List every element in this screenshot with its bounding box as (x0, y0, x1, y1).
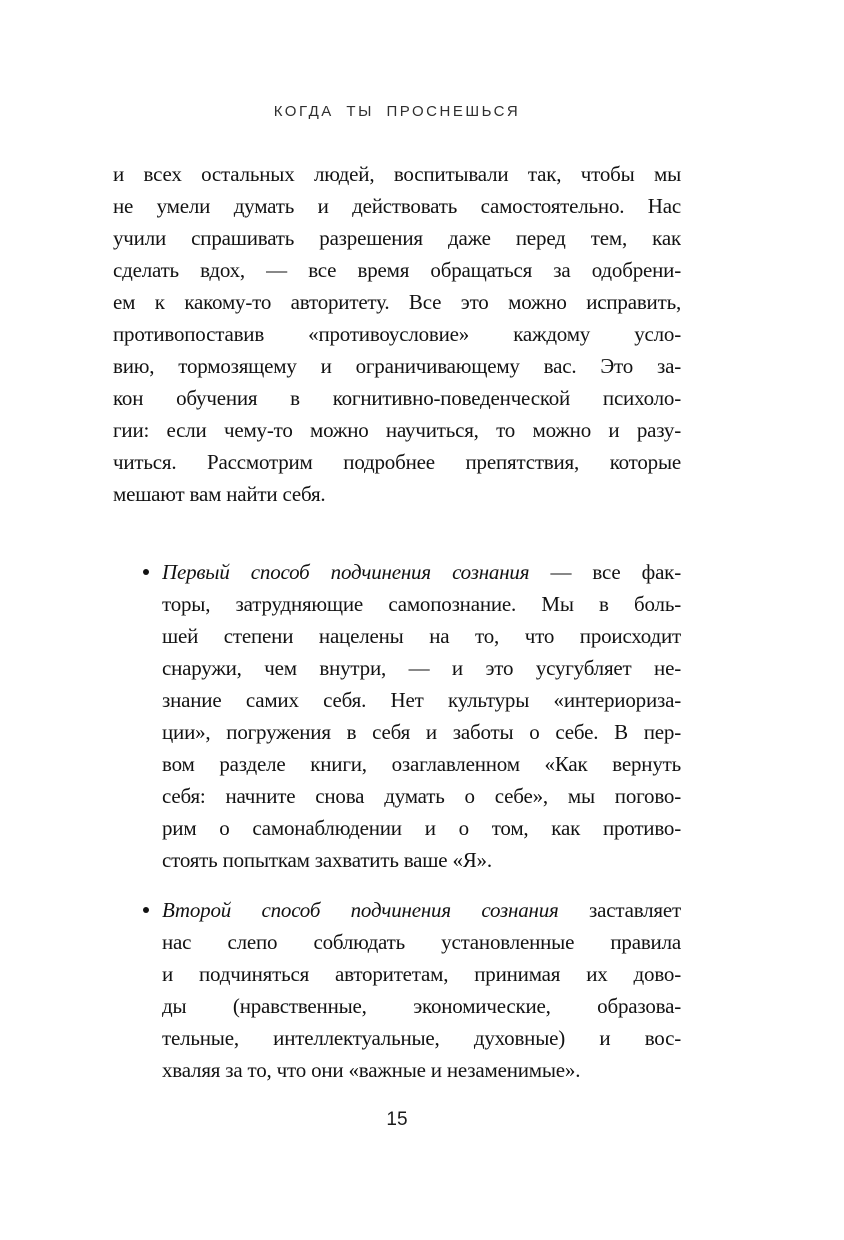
text-line (113, 478, 681, 510)
text-line (162, 926, 681, 958)
text-line (162, 748, 681, 780)
text-segment: рим о самонаблюдении и о том, как противо- (162, 816, 681, 840)
text-segment: нас слепо соблюдать установленные правила (162, 930, 681, 954)
italic-text-segment: Первый способ подчинения сознания (162, 560, 530, 584)
text-line (113, 158, 681, 190)
text-segment: вию, тормозящему и ограничивающему вас. Это за- (113, 354, 681, 378)
bullet-dot-icon (143, 907, 149, 913)
paragraph (113, 158, 681, 510)
text-line (113, 414, 681, 446)
text-segment: тельные, интеллектуальные, духовные) и вос- (162, 1026, 681, 1050)
text-segment: торы, затрудняющие самопознание. Мы в боль- (162, 592, 681, 616)
text-segment: читься. Рассмотрим подробнее препятствия, которые (113, 450, 681, 474)
text-line (162, 620, 681, 652)
text-segment: заставляет (558, 898, 681, 922)
running-head: КОГДА ТЫ ПРОСНЕШЬСЯ (273, 103, 521, 120)
text-line (162, 780, 681, 812)
text-segment: вом разделе книги, озаглавленном «Как вернуть (162, 752, 681, 776)
text-line (162, 588, 681, 620)
text-line (113, 222, 681, 254)
text-line (162, 812, 681, 844)
bullet-list (113, 556, 681, 1086)
text-line (113, 254, 681, 286)
text-line (162, 958, 681, 990)
text-line (113, 446, 681, 478)
text-segment: ем к какому-то авторитету. Все это можно исправить, (113, 290, 681, 314)
text-segment: стоять попыткам захватить ваше «Я». (162, 848, 492, 872)
text-segment: мешают вам найти себя. (113, 482, 326, 506)
text-segment: учили спрашивать разрешения даже перед тем, как (113, 226, 681, 250)
text-line (162, 652, 681, 684)
bullet-item (113, 556, 681, 876)
text-line (162, 684, 681, 716)
text-segment: сделать вдох, — все время обращаться за одобрени- (113, 258, 681, 282)
text-line (113, 318, 681, 350)
text-line (113, 286, 681, 318)
page-number: 15 (386, 1109, 408, 1130)
text-segment: шей степени нацелены на то, что происходит (162, 624, 681, 648)
text-line (162, 990, 681, 1022)
bullet-text (162, 556, 681, 876)
italic-text-segment: Второй способ подчинения сознания (162, 898, 559, 922)
text-segment: и подчиняться авторитетам, принимая их дово- (162, 962, 681, 986)
text-segment: знание самих себя. Нет культуры «интериориза- (162, 688, 681, 712)
text-segment: противопоставив «противоусловие» каждому усло- (113, 322, 681, 346)
text-segment: гии: если чему-то можно научиться, то можно и разу- (113, 418, 681, 442)
text-segment: не умели думать и действовать самостоятельно. Нас (113, 194, 681, 218)
bullet-item (113, 894, 681, 1086)
text-segment: кон обучения в когнитивно-поведенческой психоло- (113, 386, 681, 410)
text-segment: ды (нравственные, экономические, образова- (162, 994, 681, 1018)
bullet-text (162, 894, 681, 1086)
text-line (113, 382, 681, 414)
text-line (113, 350, 681, 382)
text-line (162, 1054, 681, 1086)
text-line (162, 1022, 681, 1054)
text-segment: хваляя за то, что они «важные и незаменимые». (162, 1058, 581, 1082)
text-segment: себя: начните снова думать о себе», мы погово- (162, 784, 681, 808)
text-line (113, 190, 681, 222)
text-line (162, 844, 681, 876)
text-line (162, 894, 681, 926)
text-line (162, 716, 681, 748)
text-segment: и всех остальных людей, воспитывали так, чтобы мы (113, 162, 681, 186)
text-line (162, 556, 681, 588)
bullet-dot-icon (143, 569, 149, 575)
text-segment: снаружи, чем внутри, — и это усугубляет не- (162, 656, 681, 680)
text-segment: ции», погружения в себя и заботы о себе. В пер- (162, 720, 681, 744)
text-segment: — все фак- (529, 560, 681, 584)
